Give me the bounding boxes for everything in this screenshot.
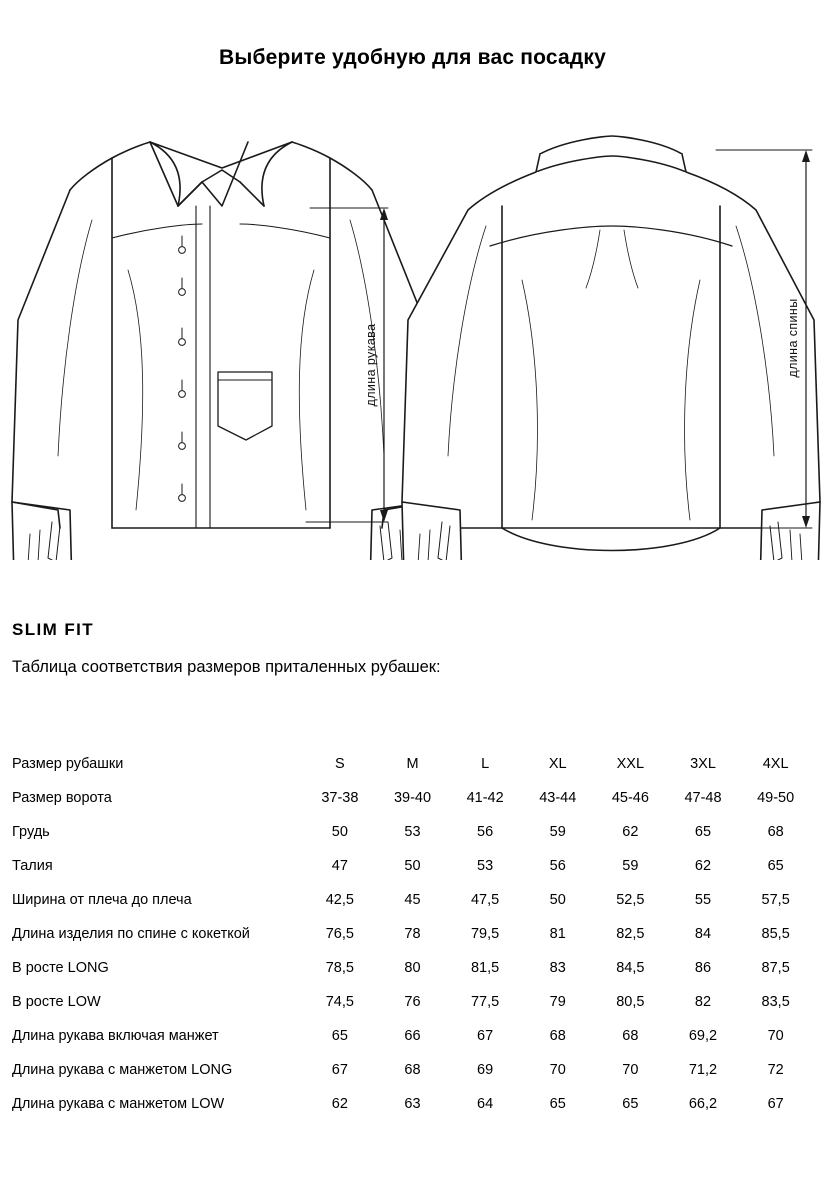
fit-description: Таблица соответствия размеров приталенных рубашек: — [12, 658, 441, 676]
cell: 53 — [477, 858, 494, 874]
cell: 68 — [549, 1028, 566, 1044]
cell: 78,5 — [325, 960, 354, 976]
cell: 67 — [331, 1062, 348, 1078]
back-shirt-illustration — [402, 136, 820, 560]
cell: 45 — [404, 892, 421, 908]
cell: 71,2 — [688, 1062, 718, 1078]
page-title: Выберите удобную для вас посадку — [218, 46, 607, 69]
cell: 47,5 — [470, 892, 500, 908]
cell: 74,5 — [325, 994, 354, 1010]
cell: 70 — [767, 1028, 784, 1044]
cell: 47 — [331, 858, 348, 874]
shirt-diagram-svg — [0, 110, 825, 560]
cell: 49-50 — [757, 790, 795, 806]
sleeve-length-label: длина рукава — [364, 323, 378, 407]
table-row — [12, 1078, 812, 1112]
row-label: Ширина от плеча до плеча — [12, 892, 192, 908]
cell: 62 — [331, 1096, 348, 1112]
table-row — [12, 942, 812, 976]
cell: 50 — [331, 824, 348, 840]
cell: 50 — [404, 858, 421, 874]
table-row — [12, 908, 812, 942]
cell: 79,5 — [470, 926, 500, 942]
cell: 87,5 — [761, 960, 790, 976]
table-row — [12, 874, 812, 908]
cell: 47-48 — [684, 790, 722, 806]
cell: 53 — [404, 824, 421, 840]
column-header-4: XL — [548, 756, 567, 772]
fit-name: SLIM FIT — [12, 620, 95, 639]
cell: 68 — [767, 824, 784, 840]
cell: 66 — [404, 1028, 421, 1044]
cell: 78 — [404, 926, 421, 942]
table-row — [12, 806, 812, 840]
cell: 50 — [549, 892, 566, 908]
cell: 43-44 — [539, 790, 577, 806]
cell: 65 — [767, 858, 784, 874]
table-row — [12, 840, 812, 874]
column-header-2: M — [406, 756, 419, 772]
cell: 85,5 — [761, 926, 790, 942]
cell: 42,5 — [325, 892, 354, 908]
column-header-5: XXL — [616, 756, 645, 772]
cell: 80,5 — [616, 994, 645, 1010]
table-row — [12, 1010, 812, 1044]
row-label: Длина изделия по спине с кокеткой — [12, 926, 250, 942]
table-row — [12, 1044, 812, 1078]
table-row — [12, 976, 812, 1010]
column-header-0: Размер рубашки — [12, 756, 124, 772]
cell: 81,5 — [470, 960, 500, 976]
row-label: В росте LOW — [12, 994, 101, 1010]
cell: 68 — [404, 1062, 421, 1078]
cell: 45-46 — [611, 790, 649, 806]
column-header-6: 3XL — [690, 756, 716, 772]
row-label: Длина рукава с манжетом LOW — [12, 1096, 225, 1112]
cell: 63 — [404, 1096, 421, 1112]
cell: 76,5 — [325, 926, 354, 942]
cell: 79 — [549, 994, 566, 1010]
cell: 69,2 — [688, 1028, 718, 1044]
cell: 67 — [767, 1096, 784, 1112]
cell: 82,5 — [616, 926, 645, 942]
row-label: Грудь — [12, 824, 50, 840]
cell: 76 — [404, 994, 421, 1010]
cell: 77,5 — [470, 994, 500, 1010]
cell: 56 — [549, 858, 566, 874]
table-header-row — [12, 738, 812, 772]
row-label: Размер ворота — [12, 790, 112, 806]
cell: 81 — [549, 926, 566, 942]
cell: 65 — [622, 1096, 639, 1112]
cell: 83 — [549, 960, 566, 976]
cell: 65 — [331, 1028, 348, 1044]
cell: 59 — [622, 858, 639, 874]
column-header-7: 4XL — [762, 756, 789, 772]
row-label: Талия — [12, 858, 53, 874]
cell: 39-40 — [393, 790, 432, 806]
shirt-illustrations — [0, 110, 825, 560]
row-label: Длина рукава включая манжет — [12, 1028, 219, 1044]
cell: 62 — [694, 858, 712, 874]
back-length-label: длина спины — [786, 298, 800, 378]
column-header-3: L — [481, 756, 490, 772]
column-header-1: S — [335, 756, 345, 772]
cell: 68 — [622, 1028, 639, 1044]
cell: 37-38 — [321, 790, 359, 806]
cell: 83,5 — [761, 994, 790, 1010]
row-label: Длина рукава с манжетом LONG — [12, 1062, 233, 1078]
size-chart-table — [12, 738, 812, 1112]
cell: 64 — [477, 1096, 494, 1112]
cell: 82 — [694, 994, 712, 1010]
row-label: В росте LONG — [12, 960, 109, 976]
cell: 62 — [622, 824, 639, 840]
cell: 84,5 — [616, 960, 645, 976]
cell: 57,5 — [761, 892, 790, 908]
cell: 69 — [477, 1062, 494, 1078]
cell: 56 — [477, 824, 494, 840]
cell: 66,2 — [688, 1096, 718, 1112]
cell: 67 — [477, 1028, 494, 1044]
cell: 84 — [694, 926, 712, 942]
cell: 52,5 — [616, 892, 645, 908]
cell: 65 — [694, 824, 712, 840]
cell: 70 — [622, 1062, 639, 1078]
cell: 41-42 — [466, 790, 504, 806]
cell: 55 — [694, 892, 712, 908]
cell: 65 — [549, 1096, 566, 1112]
cell: 80 — [404, 960, 421, 976]
table-row — [12, 772, 812, 806]
cell: 59 — [549, 824, 566, 840]
cell: 72 — [767, 1062, 784, 1078]
cell: 70 — [549, 1062, 566, 1078]
cell: 86 — [694, 960, 712, 976]
